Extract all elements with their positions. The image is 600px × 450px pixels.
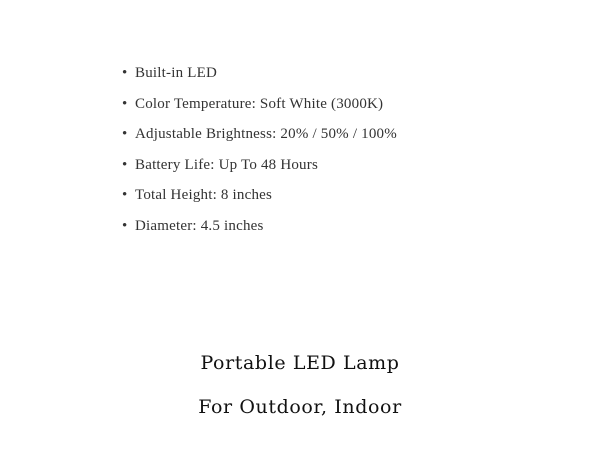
spec-list [122, 64, 397, 247]
bullet-icon: • [122, 65, 128, 81]
bullet-icon: • [122, 126, 128, 142]
spec-item-led [122, 64, 397, 82]
spec-text: Built-in LED [135, 65, 217, 81]
spec-text: Adjustable Brightness: 20% / 50% / 100% [135, 126, 397, 142]
spec-item-diameter [122, 217, 397, 235]
bullet-icon: • [122, 187, 128, 203]
spec-text: Color Temperature: Soft White (3000K) [135, 95, 384, 112]
spec-text: Battery Life: Up To 48 Hours [135, 156, 318, 173]
spec-item-battery [122, 156, 397, 174]
spec-text: Total Height: 8 inches [135, 187, 273, 203]
product-title: Portable LED Lamp [200, 352, 400, 374]
bullet-icon: • [122, 217, 128, 234]
bullet-icon: • [122, 95, 128, 112]
spec-item-height [122, 186, 397, 204]
spec-item-color-temperature [122, 95, 397, 113]
spec-item-brightness [122, 125, 397, 143]
spec-text: Diameter: 4.5 inches [135, 217, 264, 234]
bullet-icon: • [122, 156, 128, 173]
product-subtitle: For Outdoor, Indoor [198, 396, 402, 418]
